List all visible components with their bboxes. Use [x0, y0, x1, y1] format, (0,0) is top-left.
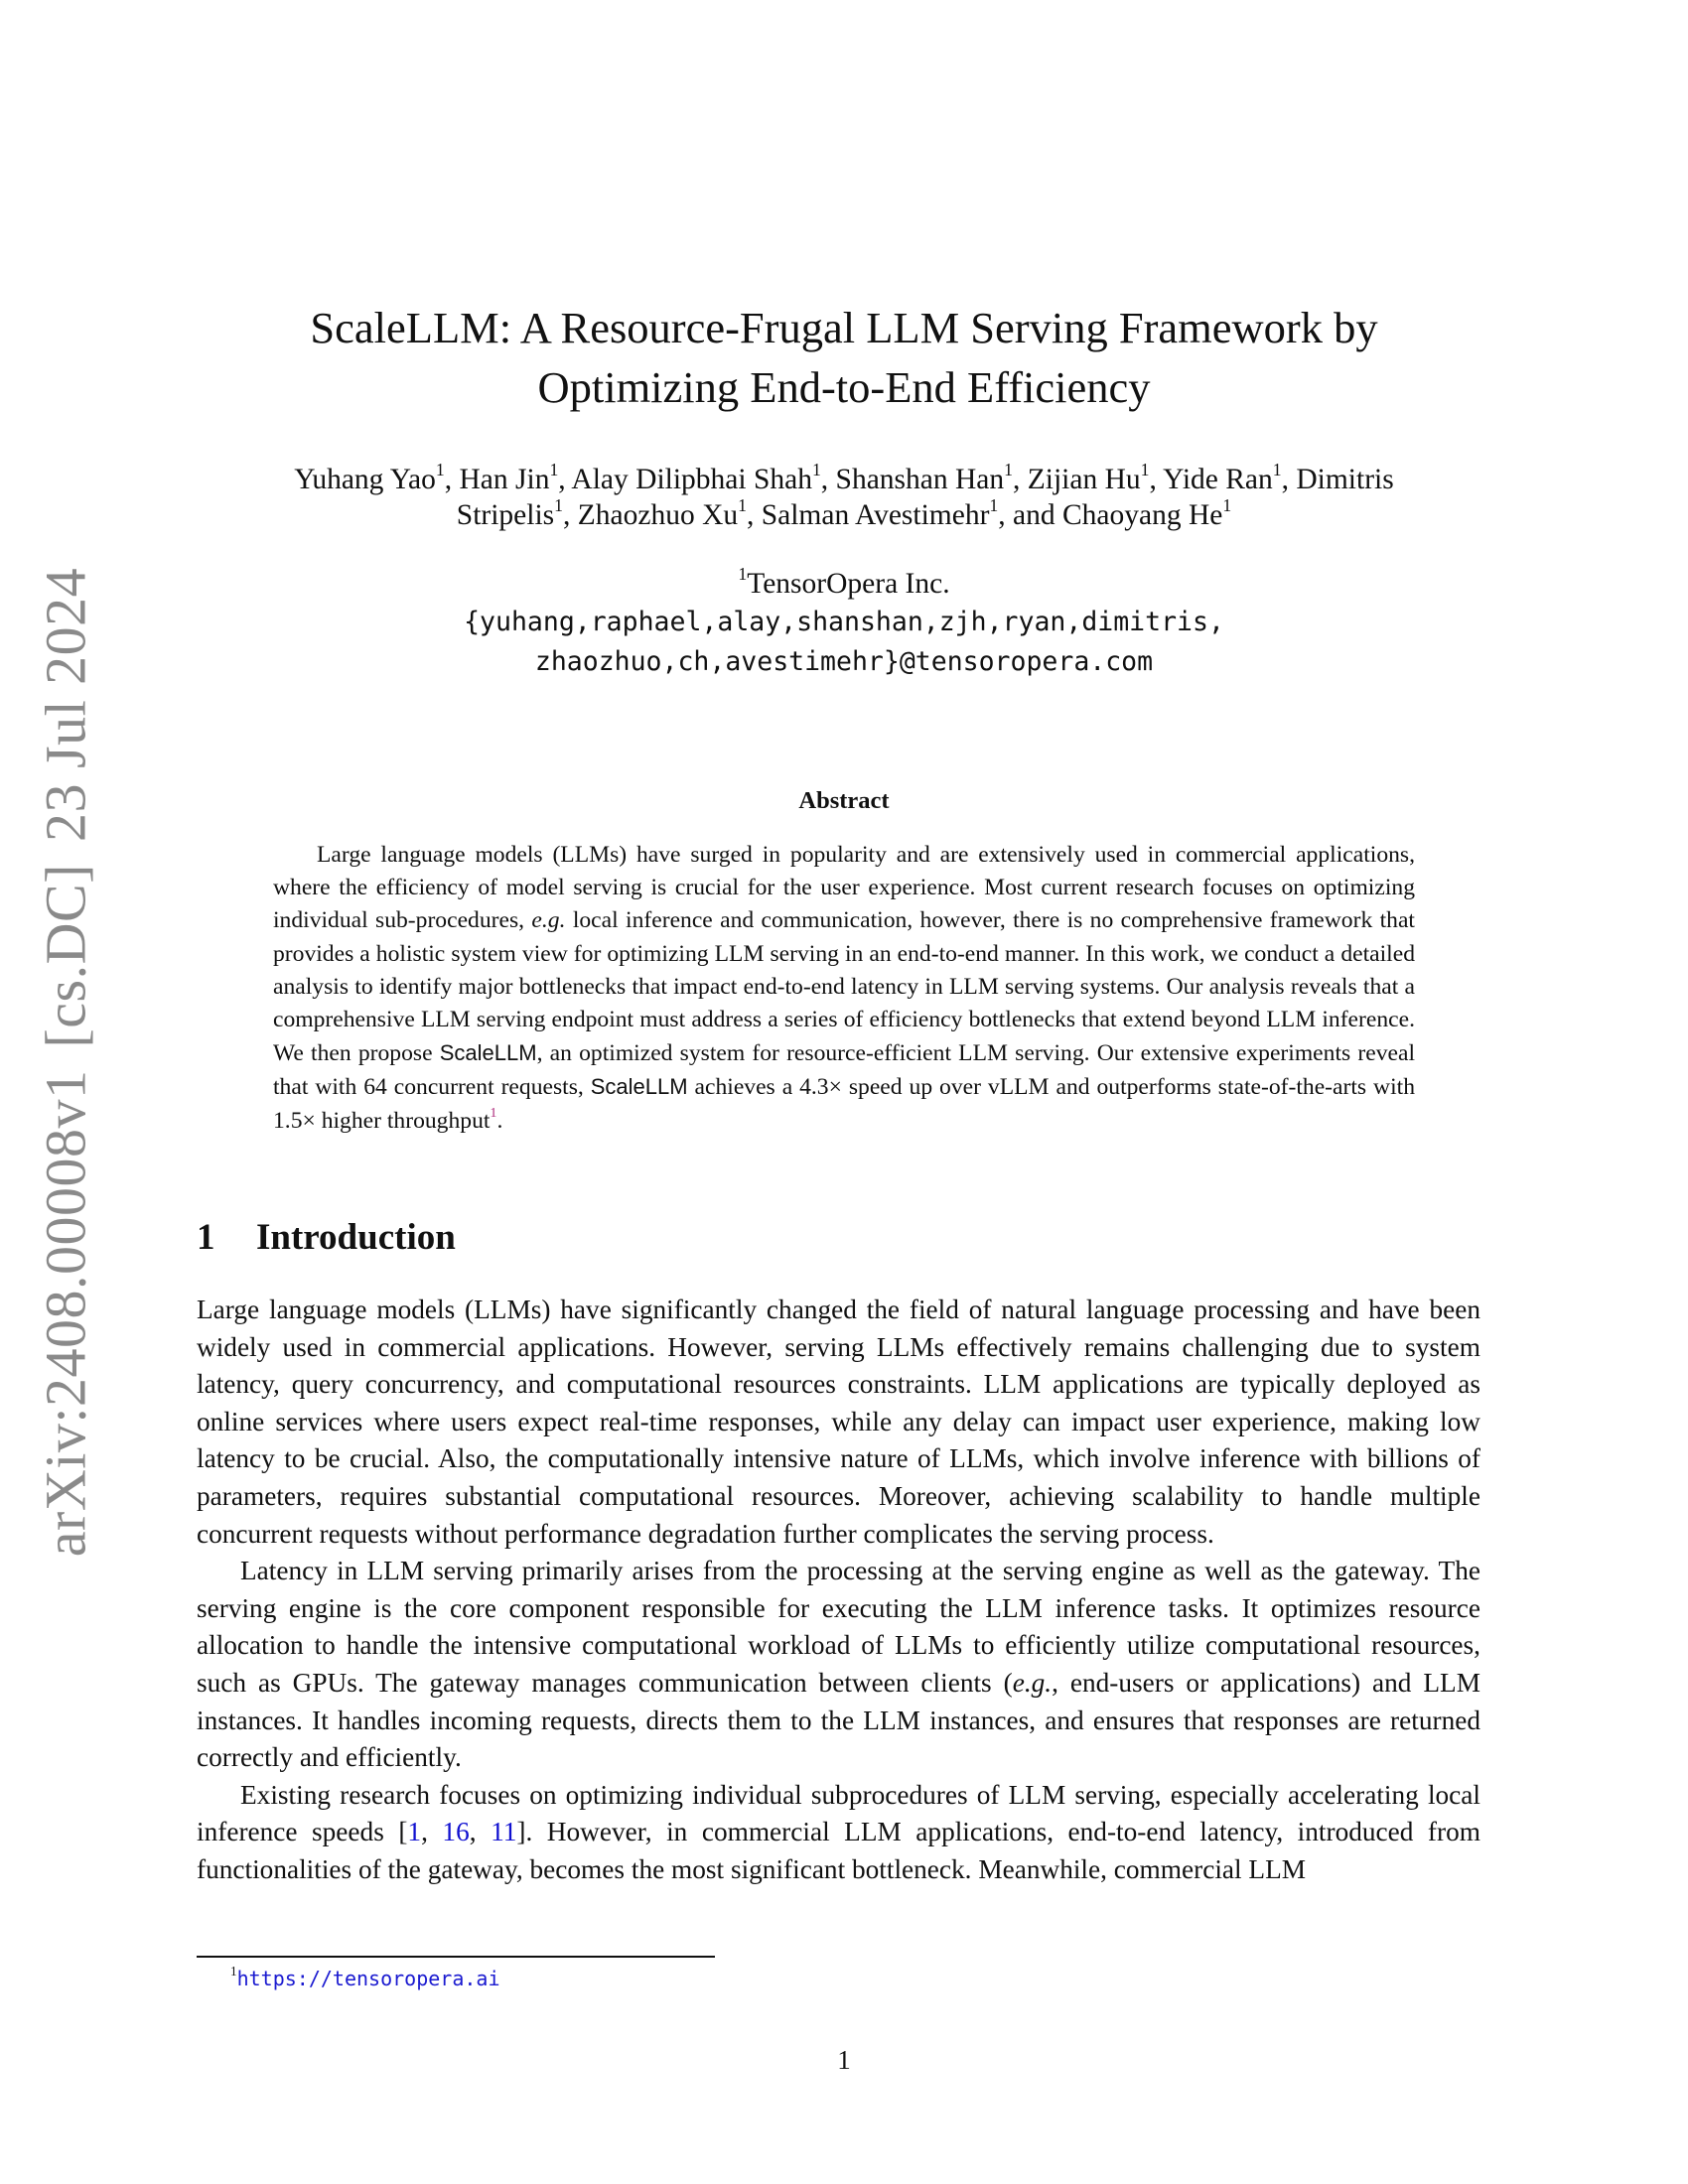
affiliation-sup: 1: [1004, 459, 1013, 479]
author-emails: [0, 603, 1688, 682]
section-heading: [197, 1216, 456, 1259]
separator: ,: [421, 1817, 443, 1847]
author-name: , and Chaoyang He: [998, 499, 1223, 531]
affiliation-marker: 1: [738, 563, 748, 584]
affiliation-sup: 1: [1272, 459, 1282, 479]
eg-italic: e.g.: [1012, 1667, 1053, 1698]
abstract-heading: Abstract: [798, 787, 890, 814]
affiliation-sup: 1: [554, 494, 563, 515]
author-line-1: [0, 459, 1688, 497]
arxiv-id: arXiv:2408.00008v1: [33, 1069, 98, 1558]
affiliation-sup: 1: [1140, 459, 1150, 479]
author-name: , Yide Ran: [1149, 464, 1273, 495]
affiliation-sup: 1: [435, 459, 445, 479]
abstract-text: .: [496, 1107, 503, 1134]
arxiv-stamp: [33, 568, 99, 1557]
abstract-body: [273, 839, 1415, 1138]
intro-paragraph-3: [197, 1777, 1480, 1889]
abstract-text: Large language models (LLMs) have surged in popularity and are extensively used in commercial applications, where the efficiency of model serving is crucial for the user experience. Most current research focuses on optimizing individual sub-procedures,: [273, 842, 1415, 934]
intro-paragraph-2: [197, 1553, 1480, 1777]
abstract-paragraph: [273, 839, 1415, 1138]
introduction-body: [197, 1292, 1480, 1889]
email-line-1: {yuhang,raphael,alay,shanshan,zjh,ryan,dimitris,: [464, 607, 1224, 637]
paragraph-text: , end-users or applications) and LLM instances. It handles incoming requests, directs them to the LLM instances, and ensures that responses are returned correctly and efficiently.: [197, 1667, 1480, 1773]
arxiv-date: 23 Jul 2024: [33, 567, 98, 842]
abstract-text: achieves a 4.3× speed up over vLLM and outperforms state-of-the-arts with 1.5× higher throughput: [273, 1074, 1415, 1134]
affiliation: [0, 563, 1688, 602]
author-list: [0, 459, 1688, 533]
footnote-link[interactable]: 1: [490, 1104, 497, 1121]
page-number: 1: [837, 2045, 851, 2075]
paragraph-text: Latency in LLM serving primarily arises from the processing at the serving engine as well as the gateway. The serving engine is the core component responsible for executing the LLM inference tasks. It optimizes resource allocation to handle the intensive computational workload of LLMs to efficiently utilize computational resources, such as GPUs. The gateway manages communication between clients (: [197, 1556, 1480, 1698]
section-number: 1: [197, 1217, 215, 1258]
affiliation-sup: 1: [989, 494, 999, 515]
paragraph-text: Existing research focuses on optimizing individual subprocedures of LLM serving, especially accelerating local inference speeds [: [197, 1779, 1480, 1847]
eg-italic: e.g.: [531, 907, 566, 934]
intro-paragraph-1: Large language models (LLMs) have significantly changed the field of natural language processing and have been widely used in commercial applications. However, serving LLMs effectively remains challenging due to system latency, query concurrency, and computational resources constraints. LLM applications are typically deployed as online services where users expect real-time responses, while any delay can impact user experience, making low latency to be crucial. Also, the computationally intensive nature of LLMs, which involve inference with billions of parameters, requires substantial computational resources. Moreover, achieving scalability to handle multiple concurrent requests without performance degradation further complicates the serving process.: [197, 1295, 1480, 1549]
affiliation-sup: 1: [1222, 494, 1232, 515]
citation-link[interactable]: 11: [491, 1817, 517, 1847]
footnote: [230, 1963, 500, 1991]
title-line-2: Optimizing End-to-End Efficiency: [537, 362, 1151, 412]
email-line-2: zhaozhuo,ch,avestimehr}@tensoropera.com: [534, 646, 1154, 677]
arxiv-category: [cs.DC]: [33, 864, 98, 1048]
author-name: Stripelis: [456, 499, 555, 531]
system-name: ScaleLLM: [439, 1040, 537, 1066]
affiliation-sup: 1: [738, 494, 747, 515]
author-name: , Zhaozhuo Xu: [562, 499, 739, 531]
title-line-1: ScaleLLM: A Resource-Frugal LLM Serving Framework by: [310, 303, 1378, 352]
affiliation-name: TensorOpera Inc.: [747, 568, 950, 600]
footnote-url-link[interactable]: https://tensoropera.ai: [236, 1967, 500, 1990]
paper-title: [0, 298, 1688, 417]
system-name: ScaleLLM: [590, 1074, 688, 1100]
author-name: , Shanshan Han: [820, 464, 1005, 495]
citation-link[interactable]: 16: [442, 1817, 470, 1847]
abstract-text: local inference and communication, however, there is no comprehensive framework that provides a holistic system view for optimizing LLM serving in an end-to-end manner. In this work, we conduct a detailed analysis to identify major bottlenecks that impact end-to-end latency in LLM serving systems. Our analysis reveals that a comprehensive LLM serving endpoint must address a series of efficiency bottlenecks that extend beyond LLM inference. We then propose: [273, 907, 1415, 1067]
author-name: , Zijian Hu: [1013, 464, 1141, 495]
author-name: Yuhang Yao: [294, 464, 436, 495]
citation-link[interactable]: 1: [407, 1817, 422, 1847]
section-title: Introduction: [256, 1217, 456, 1258]
author-name: , Alay Dilipbhai Shah: [558, 464, 812, 495]
footnote-rule: [197, 1956, 715, 1958]
separator: ,: [469, 1817, 492, 1847]
paragraph-text: ]. However, in commercial LLM applications, end-to-end latency, introduced from functionalities of the gateway, becomes the most significant bottleneck. Meanwhile, commercial LLM: [197, 1817, 1480, 1884]
author-line-2: [0, 494, 1688, 533]
author-name: , Han Jin: [444, 464, 550, 495]
affiliation-sup: 1: [811, 459, 821, 479]
author-name: , Dimitris: [1281, 464, 1394, 495]
footnote-marker: 1: [230, 1963, 237, 1979]
affiliation-sup: 1: [549, 459, 559, 479]
abstract-text: , an optimized system for resource-efficient LLM serving. Our extensive experiments reveal that with 64 concurrent requests,: [273, 1040, 1415, 1101]
author-name: , Salman Avestimehr: [746, 499, 990, 531]
